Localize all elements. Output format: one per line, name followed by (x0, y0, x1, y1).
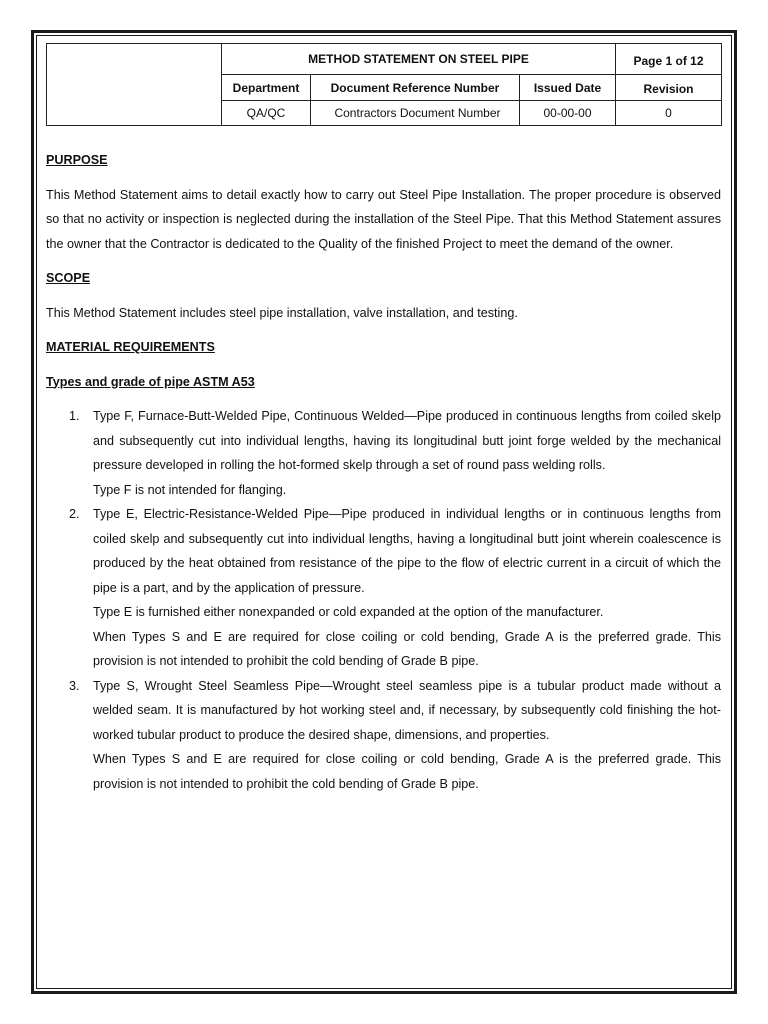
department-value: QA/QC (246, 106, 286, 120)
logo-cell (47, 44, 222, 125)
list-item-text: Type E is furnished either nonexpanded or cold expanded at the option of the manufacturer. (93, 605, 604, 619)
material-heading: MATERIAL REQUIREMENTS (46, 340, 215, 354)
list-item-text: Type S, Wrought Steel Seamless Pipe—Wrought steel seamless pipe is a tubular product made without a welded seam. It is manufactured by hot working steel and, if necessary, by subsequently cold finishing the hot-worked tubular product to produce the desired shape, dimensions, and properties. (93, 678, 721, 742)
revision-header: Revision (615, 75, 721, 101)
list-item-text: Type E, Electric-Resistance-Welded Pipe—Pipe produced in individual lengths or in continuous lengths from coiled skelp and subsequently cut into individual lengths, having a longitudinal butt joint wherein coalescence is produced by the heat obtained from resistance of the pipe to the flow of electric current in a circuit of which the pipe is a part, and by the application of pressure. (93, 507, 721, 595)
page-number: Page 1 of 12 (615, 44, 721, 75)
scope-text: This Method Statement includes steel pipe installation, valve installation, and testing. (46, 305, 518, 320)
list-item-text: Type F, Furnace-Butt-Welded Pipe, Continuous Welded—Pipe produced in continuous lengths from coiled skelp and subsequently cut into individual lengths, having its longitudinal butt joint forge welded by the mechanical pressure developed in rolling the hot-formed skelp through a set of round pass welding rolls. (93, 409, 721, 472)
purpose-heading: PURPOSE (46, 153, 108, 167)
revision-value: 0 (615, 101, 721, 125)
issued-date-value: 00-00-00 (519, 101, 615, 125)
list-item-number: 2. (69, 507, 80, 521)
material-subheading: Types and grade of pipe ASTM A53 (46, 374, 255, 389)
list-item (46, 404, 721, 502)
list-item (46, 502, 721, 674)
list-item-number: 3. (69, 678, 80, 693)
list-item-number: 1. (69, 409, 80, 423)
purpose-text: This Method Statement aims to detail exactly how to carry out Steel Pipe Installation. The proper procedure is observed so that no activity or inspection is neglected during the installation of the Steel Pipe. That this Method Statement assures the owner that the Contractor is dedicated to the Quality of the finished Project to meet the demand of the owner. (46, 187, 721, 251)
list-item-text: Type F is not intended for flanging. (93, 482, 287, 497)
doc-ref-header: Document Reference Number (310, 75, 519, 101)
list-item-text: When Types S and E are required for close coiling or cold bending, Grade A is the preferred grade. This provision is not intended to prohibit the cold bending of Grade B pipe. (93, 629, 721, 668)
scope-heading: SCOPE (46, 271, 91, 285)
document-header-table (46, 43, 722, 126)
list-item-text: When Types S and E are required for close coiling or cold bending, Grade A is the preferred grade. This provision is not intended to prohibit the cold bending of Grade B pipe. (93, 752, 721, 791)
pipe-types-list (46, 404, 721, 796)
list-item (46, 674, 721, 797)
department-header: Department (222, 75, 310, 101)
document-body (46, 148, 721, 796)
doc-ref-value: Contractors Document Number (310, 101, 519, 125)
issued-date-header: Issued Date (519, 75, 615, 101)
document-title: METHOD STATEMENT ON STEEL PIPE (222, 44, 615, 75)
